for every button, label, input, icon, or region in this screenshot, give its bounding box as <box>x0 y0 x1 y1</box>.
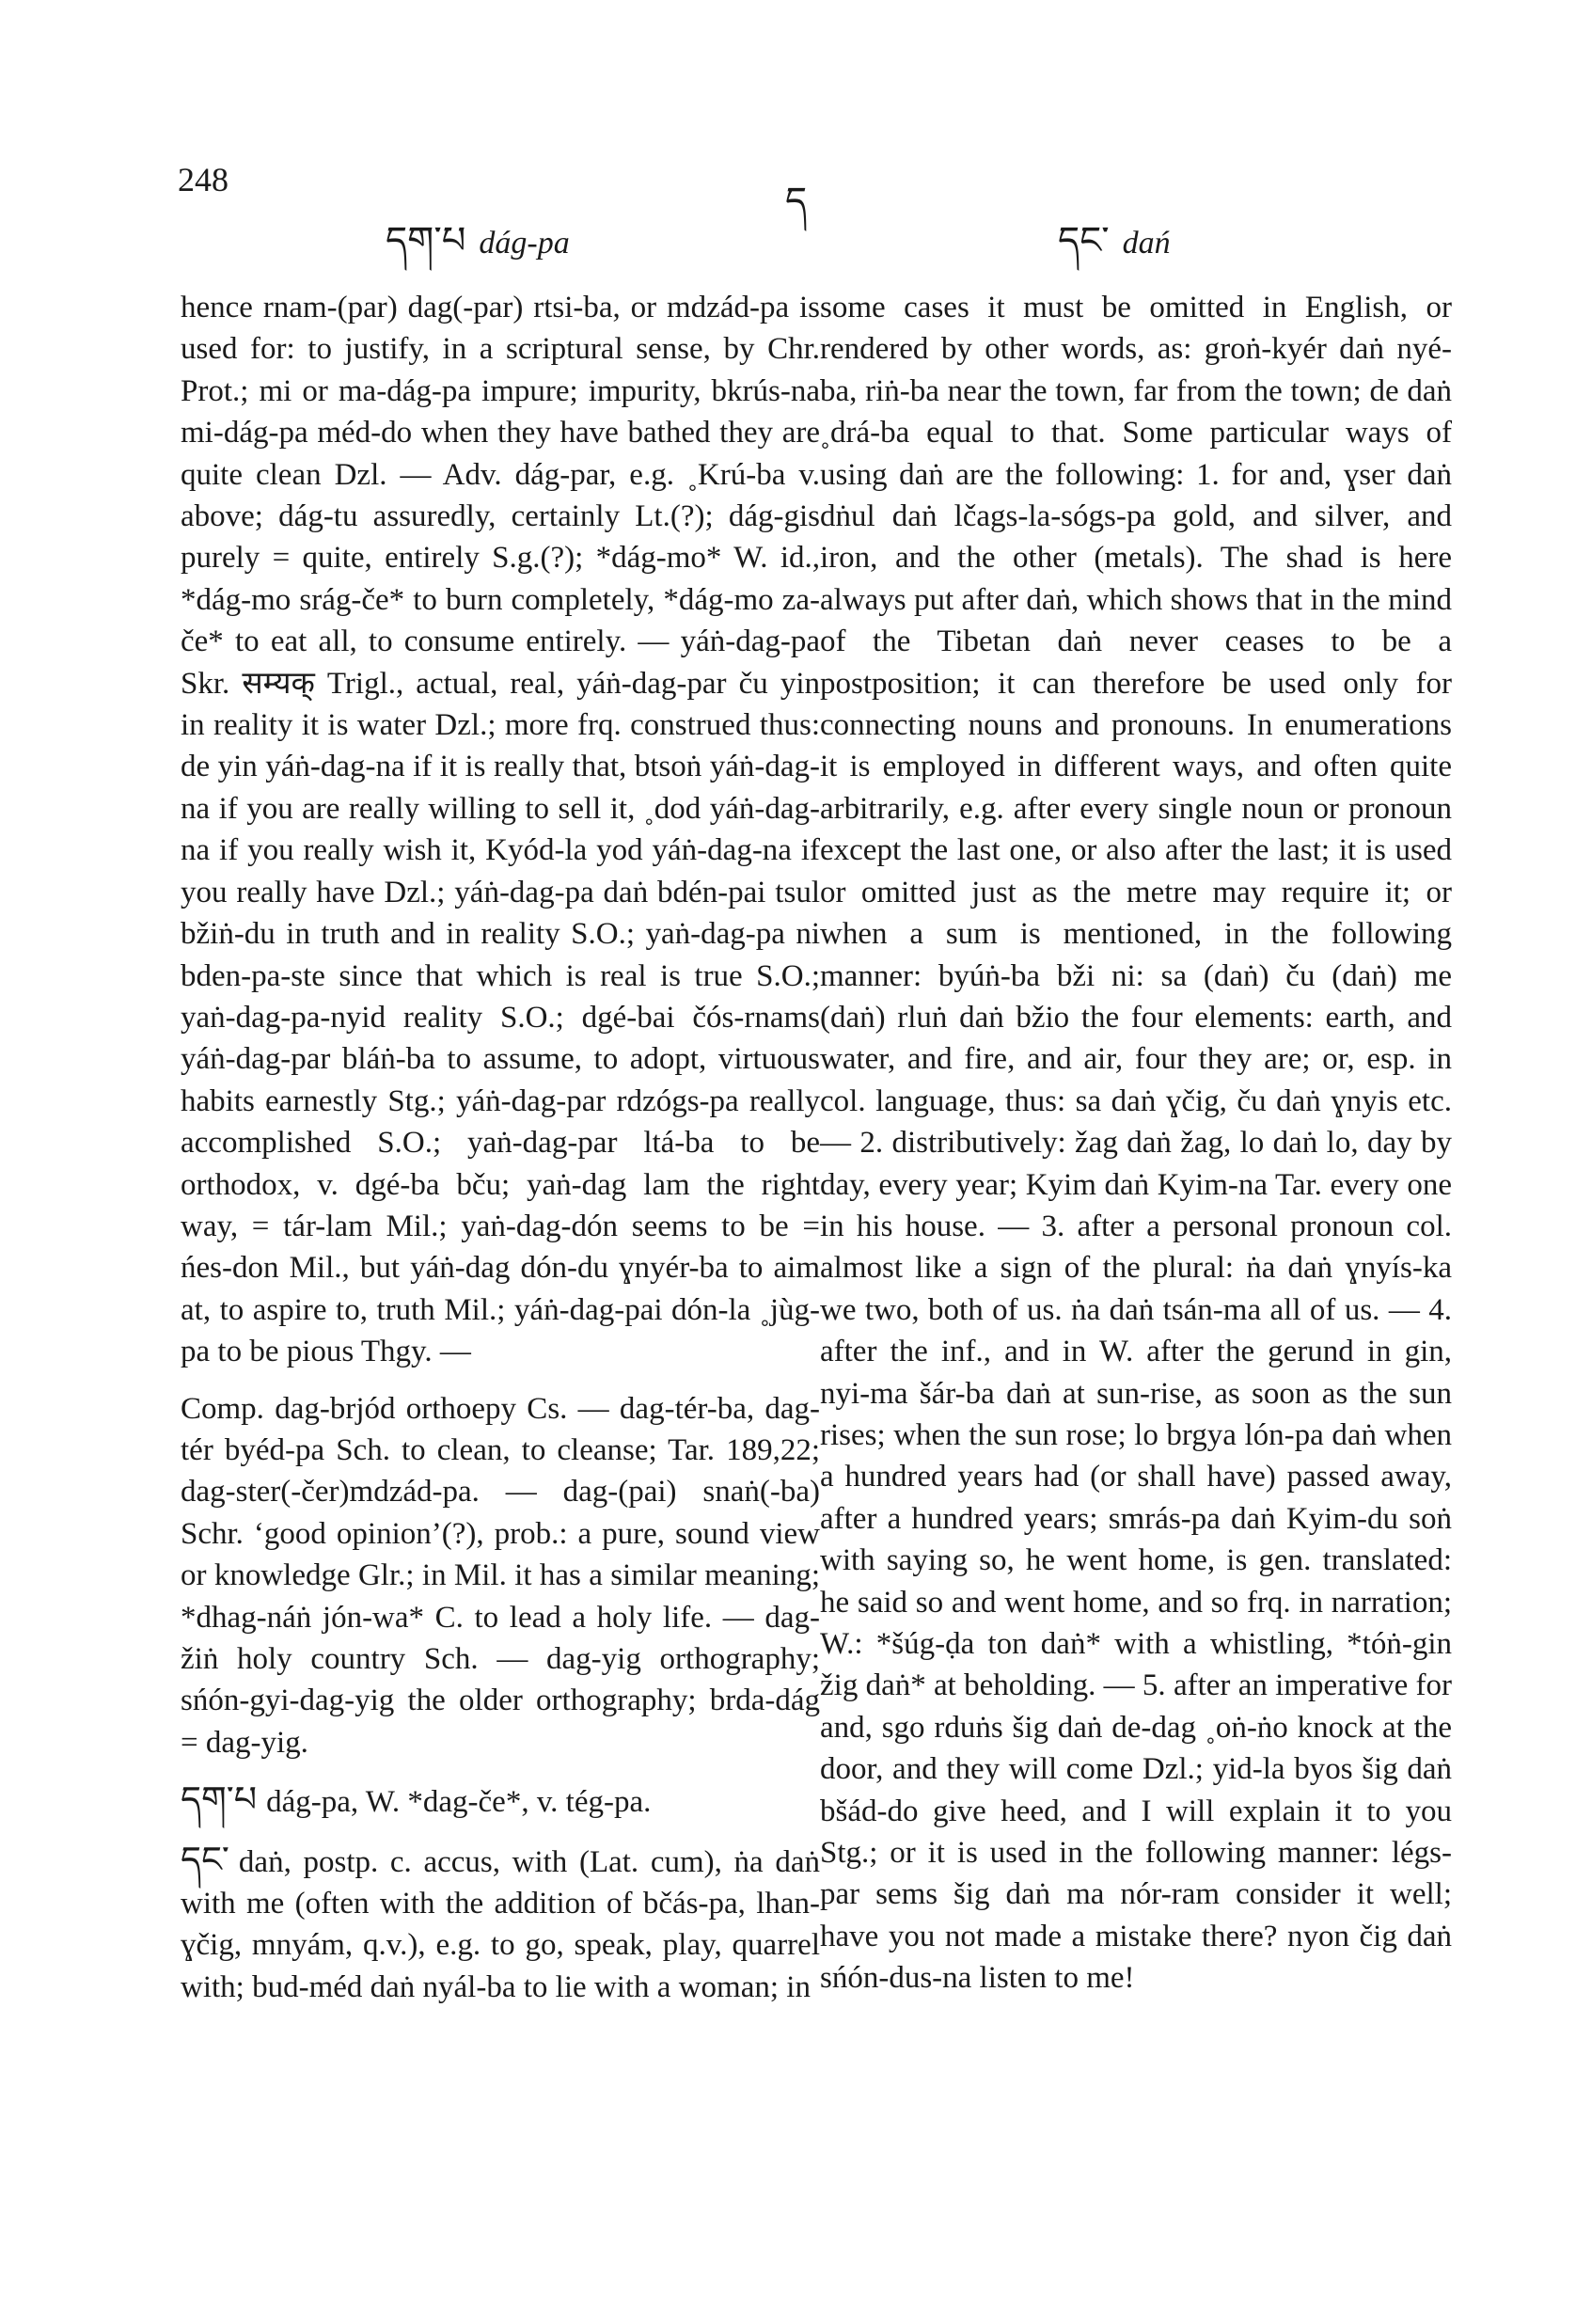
dictionary-entry-dan <box>181 1839 820 2009</box>
entry-headword-tibetan: དང་ <box>181 1838 229 1880</box>
running-head-right-tibetan: དང་ <box>1058 219 1110 262</box>
entry-continuation-paragraph: hence rnam-(par) dag(-par) rtsi-ba, or mdzád-pa is used for: to justify, in a scriptural sense, by Chr. Prot.; mi or ma-dág-pa impure; impurity, bkrús-na mi-dág-pa méd-do when they have bathed they are quite clean Dzl. — Adv. dág-par, e.g. ˳Krú-ba v. above; dág-tu assuredly, certainly Lt.(?); dág-gis purely = quite, entirely S.g.(?); *dág-mo* W. id., *dág-mo srág-če* to burn completely, *dág-mo za-če* to eat all, to consume entirely. — yáṅ-dag-pa Skr. सम्यक् Trigl., actual, real, yáṅ-dag-par ču yin in reality it is water Dzl.; more frq. construed thus: de yin yáṅ-dag-na if it is really that, btsoṅ yáṅ-dag-na if you are really willing to sell it, ˳dod yáṅ-dag-na if you really wish it, Kyód-la yod yáṅ-dag-na if you really have Dzl.; yáṅ-dag-pa daṅ bdén-pai tsul bžiṅ-du in truth and in reality S.O.; yaṅ-dag-pa ni bden-pa-ste since that which is real is true S.O.; yaṅ-dag-pa-nyid reality S.O.; dgé-bai čós-rnams yáṅ-dag-par bláṅ-ba to assume, to adopt, virtuous habits earnestly Stg.; yáṅ-dag-par rdzógs-pa really accomplished S.O.; yaṅ-dag-par ltá-ba to be orthodox, v. dgé-ba bču; yaṅ-dag lam the right way, = tár-lam Mil.; yaṅ-dag-dón seems to be = ńes-don Mil., but yáṅ-dag dón-du ɣnyér-ba to aim at, to aspire to, truth Mil.; yáṅ-dag-pai dón-la ˳jùg-pa to be pious Thgy. — <box>181 291 820 1369</box>
running-head-center <box>785 158 820 264</box>
page-number: 248 <box>178 161 229 198</box>
running-head-center-letter: ད <box>785 180 808 223</box>
compounds-paragraph: Comp. dag-brjód orthoepy Cs. — dag-tér-ba, dag-tér byéd-pa Sch. to clean, to cleanse; Tar. 189,22; dag-ster(-čer)mdzád-pa. — dag-(pai) snaṅ(-ba) Schr. ‘good opinion’(?), prob.: a pure, sound view or knowledge Glr.; in Mil. it has a similar meaning; *dhag-náṅ jón-wa* C. to lead a holy life. — dag-žiṅ holy country Sch. — dag-yig orthography; sńón-gyi-dag-yig the older orthography; brda-dág = dag-yig. <box>181 1391 820 1760</box>
running-head-left-roman: dág-pa <box>479 226 570 261</box>
entry-text: dág-pa, W. *dag-če*, v. tég-pa. <box>266 1785 652 1820</box>
left-column <box>181 287 820 2008</box>
dictionary-entry-dag-pa <box>181 1779 820 1823</box>
entry-text: daṅ, postp. c. accus, with (Lat. cum), ṅa daṅ with me (often with the addition of bčás-pa, lhan-ɣčig, mnyám, q.v.), e.g. to go, speak, play, quarrel with; bud-méd daṅ nyál-ba to lie with a woman; in <box>181 1844 820 2004</box>
entry-headword-tibetan: དག་པ <box>181 1779 258 1821</box>
running-head-right-roman: dań <box>1122 226 1171 261</box>
right-column <box>820 287 1452 2000</box>
running-head-left-tibetan: དག་པ <box>386 219 466 262</box>
entry-continuation-paragraph: some cases it must be omitted in English, or rendered by other words, as: groṅ-kyér daṅ nyé-ba, riṅ-ba near the town, far from the town; de daṅ ˳drá-ba equal to that. Some particular ways of using daṅ are the following: 1. for and, ɣser daṅ dṅul daṅ lčags-la-sógs-pa gold, and silver, and iron, and the other (metals). The shad is here always put after daṅ, which shows that in the mind of the Tibetan daṅ never ceases to be a postposition; it can therefore be used only for connecting nouns and pronouns. In enumerations it is employed in different ways, and often quite arbitrarily, e.g. after every single noun or pronoun except the last one, or also after the last; it is used or omitted just as the metre may require it; or when a sum is mentioned, in the following manner: byúṅ-ba bži ni: sa (daṅ) ču (daṅ) me (daṅ) rluṅ daṅ bžio the four elements: earth, and water, and fire, and air, four they are; or, esp. in col. language, thus: sa daṅ ɣčig, ču daṅ ɣnyis etc. — 2. distributively: žag daṅ žag, lo daṅ lo, day by day, every year; Kyim daṅ Kyim-na Tar. every one in his house. — 3. after a personal pronoun col. almost like a sign of the plural: ṅa daṅ ɣnyís-ka we two, both of us. ṅa daṅ tsán-ma all of us. — 4. after the inf., and in W. after the gerund in gin, nyi-ma šár-ba daṅ at sun-rise, as soon as the sun rises; when the sun rose; lo brgya lón-pa daṅ when a hundred years had (or shall have) passed away, after a hundred years; smrás-pa daṅ Kyim-du soṅ with saying so, he went home, is gen. translated: he said so and went home, and so frq. in narration; W.: *šúg-ḍa ton daṅ* with a whistling, *tóṅ-gin žig daṅ* at beholding. — 5. after an imperative for and, sgo rduṅs šig daṅ de-dag ˳oṅ-ṅo knock at the door, and they will come Dzl.; yid-la byos šig daṅ bšád-do give heed, and I will explain it to you Stg.; or it is used in the following manner: légs-par sems šig daṅ ma nór-ram consider it well; have you not made a mistake there? nyon čig daṅ sńón-dus-na listen to me! <box>820 291 1452 1996</box>
